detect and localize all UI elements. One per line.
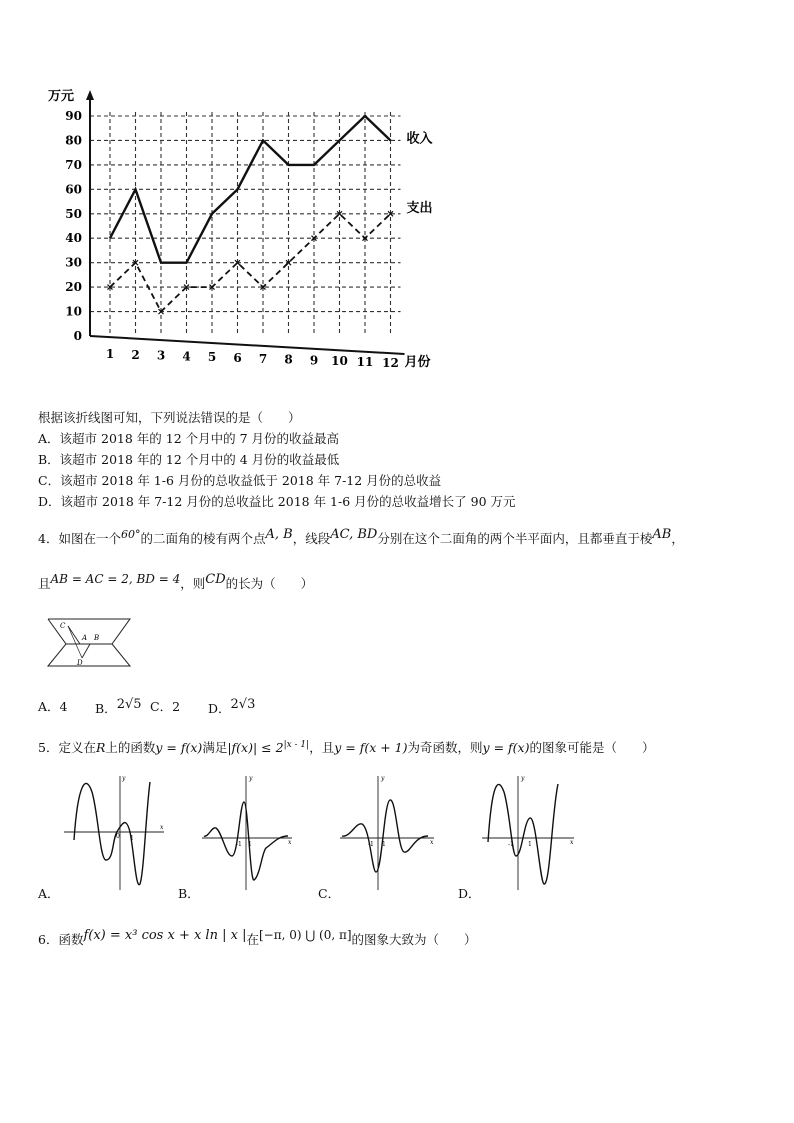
q5-graph-b [198,772,298,892]
tick-one: 1 [130,835,134,842]
y-axis-arrow [86,90,94,100]
q5-set-r: R [95,740,106,755]
y-tick-label: 70 [65,157,82,172]
tick-neg-one: -1 [508,841,514,848]
q4-text: 4．如图在一个 [38,531,121,547]
x-tick-label: 9 [309,353,319,368]
x-tick-label: 1 [105,347,115,361]
q6-function: f(x) = x³ cos x + x ln | x | [83,928,247,943]
q5-shifted-function: y = f(x + 1) [334,740,408,755]
q4-target: CD [205,572,226,587]
q5-function: y = f(x) [482,740,530,755]
q3-option-a: A．该超市 2018 年的 12 个月中的 7 月份的收益最高 [38,431,340,446]
x-axis-title: 月份 [404,355,431,370]
q4-option-a: A．4 [38,699,68,714]
q6-text: 6．函数 [38,932,84,948]
x-tick-label: 3 [156,348,166,363]
q5-text: 为奇函数，则 [407,740,483,755]
q4-option-d [208,697,255,717]
q4-text: 分别在这个二面角的两个半平面内，且都垂直于棱 [377,531,653,547]
series-label-income: 收入 [406,131,433,147]
series-label-expense: 支出 [406,200,433,216]
tick-neg-one: -1 [236,841,242,848]
x-tick-label: 11 [356,355,374,369]
label-b: B [94,634,100,642]
q4-text: ，则 [180,576,206,592]
q4-option-b-label: B． [95,701,117,717]
axis-x-label: x [430,839,434,846]
y-tick-label: 20 [65,280,82,295]
q4-points: A, B [265,527,293,542]
x-tick-label: 4 [182,349,191,364]
q4-option-b-value: 2√5 [116,697,142,712]
label-c: C [60,622,66,630]
y-tick-label: 0 [73,329,82,343]
q5-option-a-label: A． [38,886,60,901]
label-d: D [77,659,83,667]
x-tick-label: 12 [382,355,399,370]
income-expense-chart [40,80,460,380]
y-tick-label: 40 [65,231,82,246]
q5-option-d-label: D． [458,886,481,901]
q4-option-d-label: D． [208,701,231,717]
q4-edge: AB [652,527,672,542]
tick-neg-one: -1 [368,841,374,848]
x-tick-label: 2 [131,347,140,362]
tick-one: 1 [528,841,532,848]
label-a: A [82,634,88,642]
q5-graph-a [60,772,170,892]
q6-stem [38,928,477,948]
q5-text: 上的函数 [105,740,156,755]
series-line-income [110,116,391,263]
q4-option-c: C．2 [150,699,181,714]
q6-text: 在 [246,932,259,948]
y-tick-label: 60 [65,182,82,197]
series-line-expense [110,214,391,312]
q5-text: 5．定义在 [38,740,96,755]
axis-x-label: x [160,824,164,831]
q4-text: 且 [38,576,51,592]
q5-exponent: |x - 1| [283,739,310,750]
q3-option-c: C．该超市 2018 年 1-6 月份的总收益低于 2018 年 7-12 月份的总收益 [38,473,442,488]
x-tick-label: 7 [258,351,268,366]
q4-angle: 60° [120,528,141,541]
q4-option-d-value: 2√3 [230,697,256,712]
tick-one: 1 [248,841,252,848]
axis-y-label: y [381,775,385,782]
tick-zero: 0 [116,833,120,840]
q5-text: ，且 [309,740,335,755]
q4-text: ， [671,531,684,547]
dihedral-angle-figure [38,614,134,670]
y-tick-label: 80 [65,133,82,148]
q5-stem [38,738,654,756]
y-tick-label: 30 [65,255,82,270]
q5-text: 的图象可能是（ ） [529,740,655,755]
tick-one: 1 [382,841,386,848]
q5-option-b-label: B． [178,886,200,901]
q4-stem-line1 [38,527,684,547]
axis-y-label: y [249,775,253,782]
q3-option-b: B．该超市 2018 年的 12 个月中的 4 月份的收益最低 [38,452,340,467]
q5-inequality: |f(x)| ≤ 2 [227,740,284,755]
axis-x-label: x [288,839,292,846]
q4-text: 的二面角的棱有两个点 [140,531,266,547]
q5-graph-c [338,772,438,892]
x-tick-label: 10 [331,354,348,369]
q5-option-c-label: C． [318,886,341,901]
axis-y-label: y [122,775,126,782]
q5-text: 满足 [202,740,228,755]
q6-domain: [−π, 0) ⋃ (0, π] [258,928,352,942]
q5-function: y = f(x) [155,740,203,755]
y-tick-label: 50 [65,206,82,221]
x-tick-label: 5 [207,350,217,365]
q3-intro: 根据该折线图可知，下列说法错误的是（ ） [38,410,301,425]
x-tick-label: 6 [233,351,242,365]
q4-segments: AC, BD [330,527,378,542]
axis-x-label: x [570,839,574,846]
y-axis-title: 万元 [48,89,75,104]
q4-condition: AB = AC = 2, BD = 4 [50,572,181,586]
q4-stem-line2 [38,572,313,592]
q4-option-b [95,697,142,717]
q6-text: 的图象大致为（ ） [351,932,477,948]
q4-text: 的长为（ ） [225,576,314,592]
y-tick-label: 90 [65,109,82,123]
y-tick-label: 10 [65,304,82,319]
q4-text: ，线段 [292,531,331,547]
q5-graph-d [478,772,578,892]
axis-y-label: y [521,775,525,782]
q3-option-d: D．该超市 2018 年 7-12 月份的总收益比 2018 年 1-6 月份的总收益增长了 90 万元 [38,494,516,509]
x-tick-label: 8 [284,352,293,367]
